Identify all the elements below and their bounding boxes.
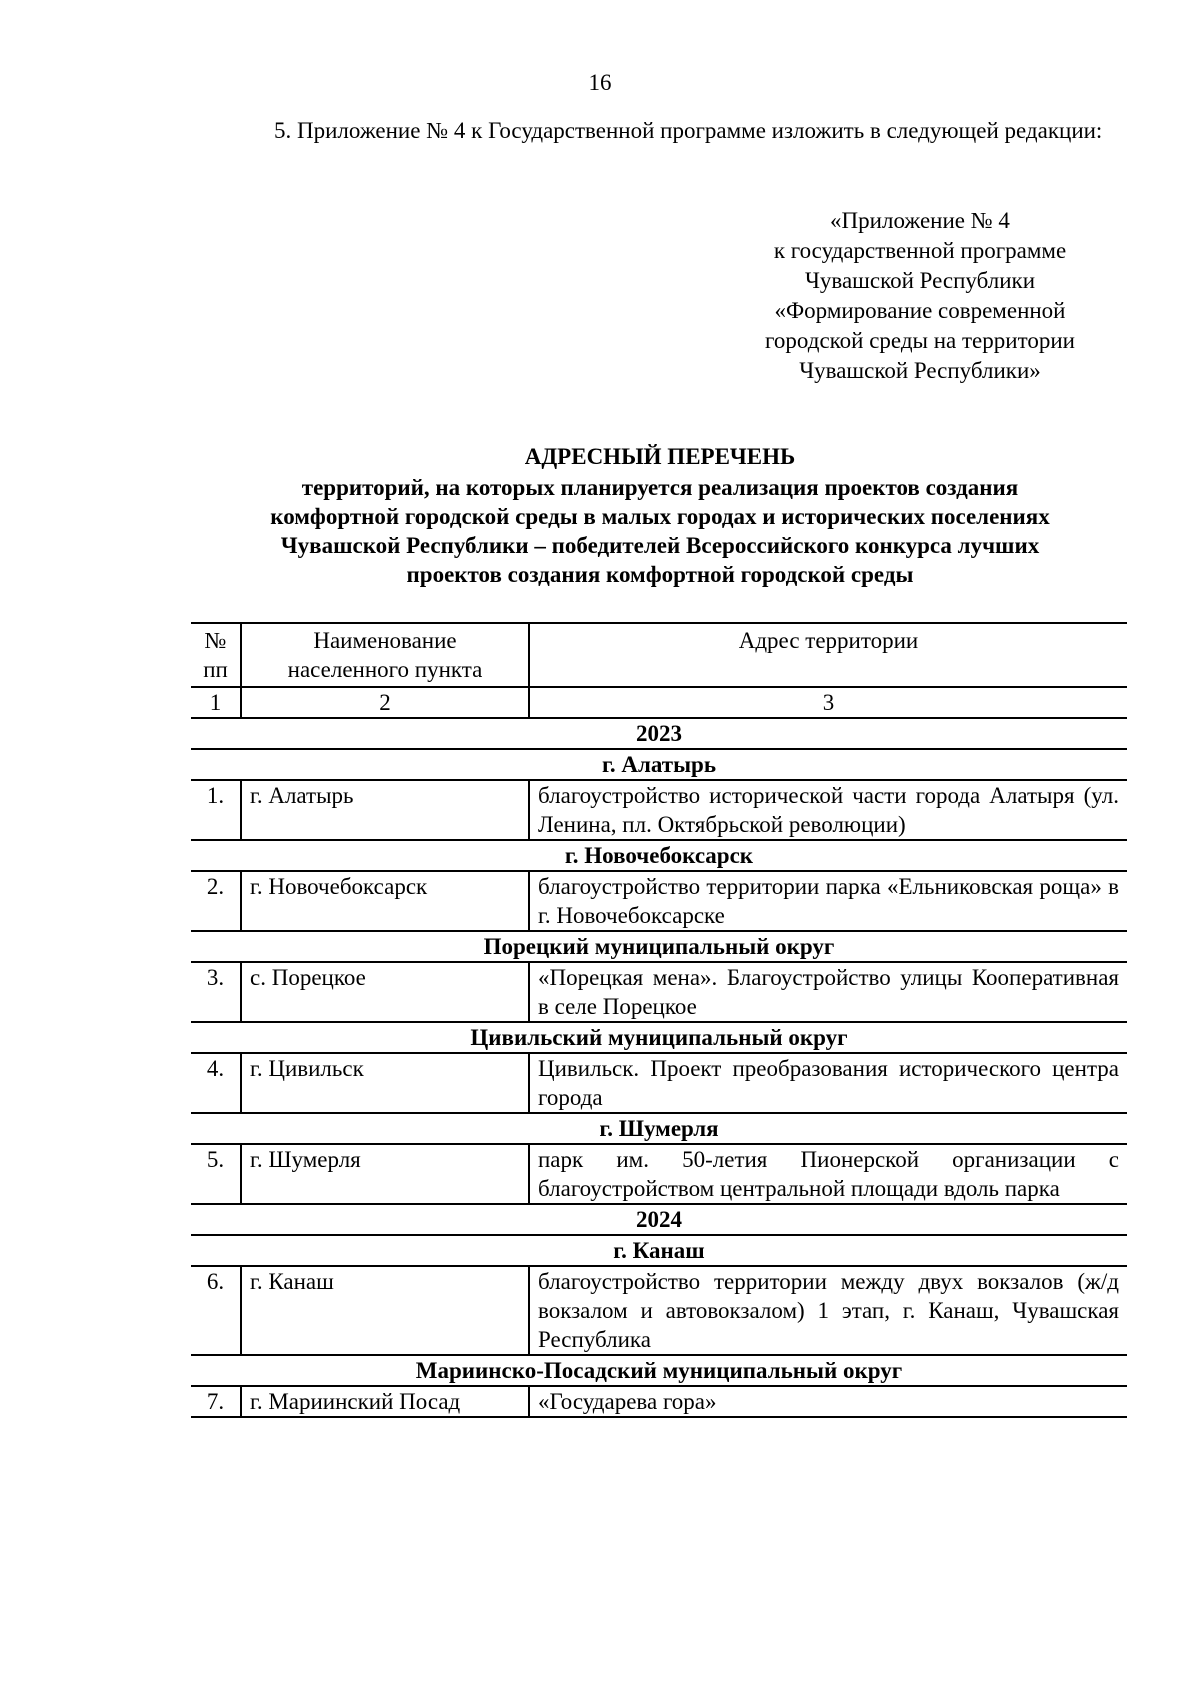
row-address: парк им. 50-летия Пионерской организации с благоустройством центральной площади вдоль парка: [529, 1144, 1127, 1204]
group-row: [191, 749, 1127, 780]
subtitle-line: комфортной городской среды в малых городах и исторических поселениях: [270, 504, 1050, 529]
table-row: [191, 1053, 1127, 1113]
row-number: 7.: [191, 1386, 241, 1417]
document-title: АДРЕСНЫЙ ПЕРЕЧЕНЬ: [524, 444, 796, 469]
row-number: 2.: [191, 871, 241, 931]
row-locality: с. Порецкое: [241, 962, 529, 1022]
group-label: г. Канаш: [191, 1235, 1127, 1266]
group-row: [191, 840, 1127, 871]
header-number: № пп: [191, 623, 241, 687]
table-row: [191, 1386, 1127, 1417]
appendix-line: Чувашской Республики»: [799, 358, 1041, 383]
table-row: [191, 780, 1127, 840]
address-list-table: [191, 622, 1127, 1418]
group-label: Порецкий муниципальный округ: [191, 931, 1127, 962]
group-label: г. Алатырь: [191, 749, 1127, 780]
document-subtitle: [150, 473, 1170, 589]
row-locality: г. Новочебоксарск: [241, 871, 529, 931]
row-address: благоустройство территории между двух вокзалов (ж/д вокзалом и автовокзалом) 1 этап, г. Канаш, Чувашская Республика: [529, 1266, 1127, 1355]
group-label: Мариинско-Посадский муниципальный округ: [191, 1355, 1127, 1386]
column-numbers-row: [191, 687, 1127, 718]
appendix-line: «Приложение № 4: [830, 208, 1010, 233]
row-number: 1.: [191, 780, 241, 840]
row-address: благоустройство исторической части города Алатыря (ул. Ленина, пл. Октябрьской революции): [529, 780, 1127, 840]
subtitle-line: территорий, на которых планируется реализация проектов создания: [301, 475, 1019, 500]
intro-paragraph: 5. Приложение № 4 к Государственной программе изложить в следующей редакции:: [274, 118, 1103, 143]
row-locality: г. Канаш: [241, 1266, 529, 1355]
appendix-line: Чувашской Республики: [804, 268, 1036, 293]
group-label: г. Новочебоксарск: [191, 840, 1127, 871]
row-number: 6.: [191, 1266, 241, 1355]
group-row: [191, 1355, 1127, 1386]
column-number: 1: [191, 687, 241, 718]
group-label: Цивильский муниципальный округ: [191, 1022, 1127, 1053]
appendix-line: к государственной программе: [773, 238, 1067, 263]
row-locality: г. Алатырь: [241, 780, 529, 840]
group-row: [191, 1113, 1127, 1144]
row-address: «Государева гора»: [529, 1386, 1127, 1417]
row-address: благоустройство территории парка «Ельниковская роща» в г. Новочебоксарске: [529, 871, 1127, 931]
table-row: [191, 1266, 1127, 1355]
header-address: Адрес территории: [529, 623, 1127, 687]
group-row: [191, 1235, 1127, 1266]
page-number: 16: [588, 70, 612, 95]
subtitle-line: Чувашской Республики – победителей Всероссийского конкурса лучших: [280, 533, 1040, 558]
row-number: 3.: [191, 962, 241, 1022]
table-row: [191, 1144, 1127, 1204]
group-label: г. Шумерля: [191, 1113, 1127, 1144]
year-row: [191, 718, 1127, 749]
row-address: «Порецкая мена». Благоустройство улицы Кооперативная в селе Порецкое: [529, 962, 1127, 1022]
header-locality: Наименование населенного пункта: [241, 623, 529, 687]
year-label: 2024: [191, 1204, 1127, 1235]
row-locality: г. Шумерля: [241, 1144, 529, 1204]
table-header-row: [191, 623, 1127, 687]
group-row: [191, 1022, 1127, 1053]
subtitle-line: проектов создания комфортной городской среды: [406, 562, 914, 587]
row-address: Цивильск. Проект преобразования исторического центра города: [529, 1053, 1127, 1113]
row-locality: г. Мариинский Посад: [241, 1386, 529, 1417]
table-row: [191, 871, 1127, 931]
table-row: [191, 962, 1127, 1022]
column-number: 2: [241, 687, 529, 718]
year-label: 2023: [191, 718, 1127, 749]
column-number: 3: [529, 687, 1127, 718]
year-row: [191, 1204, 1127, 1235]
group-row: [191, 931, 1127, 962]
row-number: 4.: [191, 1053, 241, 1113]
appendix-line: городской среды на территории: [765, 328, 1075, 353]
appendix-line: «Формирование современной: [774, 298, 1066, 323]
row-number: 5.: [191, 1144, 241, 1204]
appendix-header: [720, 206, 1120, 386]
row-locality: г. Цивильск: [241, 1053, 529, 1113]
